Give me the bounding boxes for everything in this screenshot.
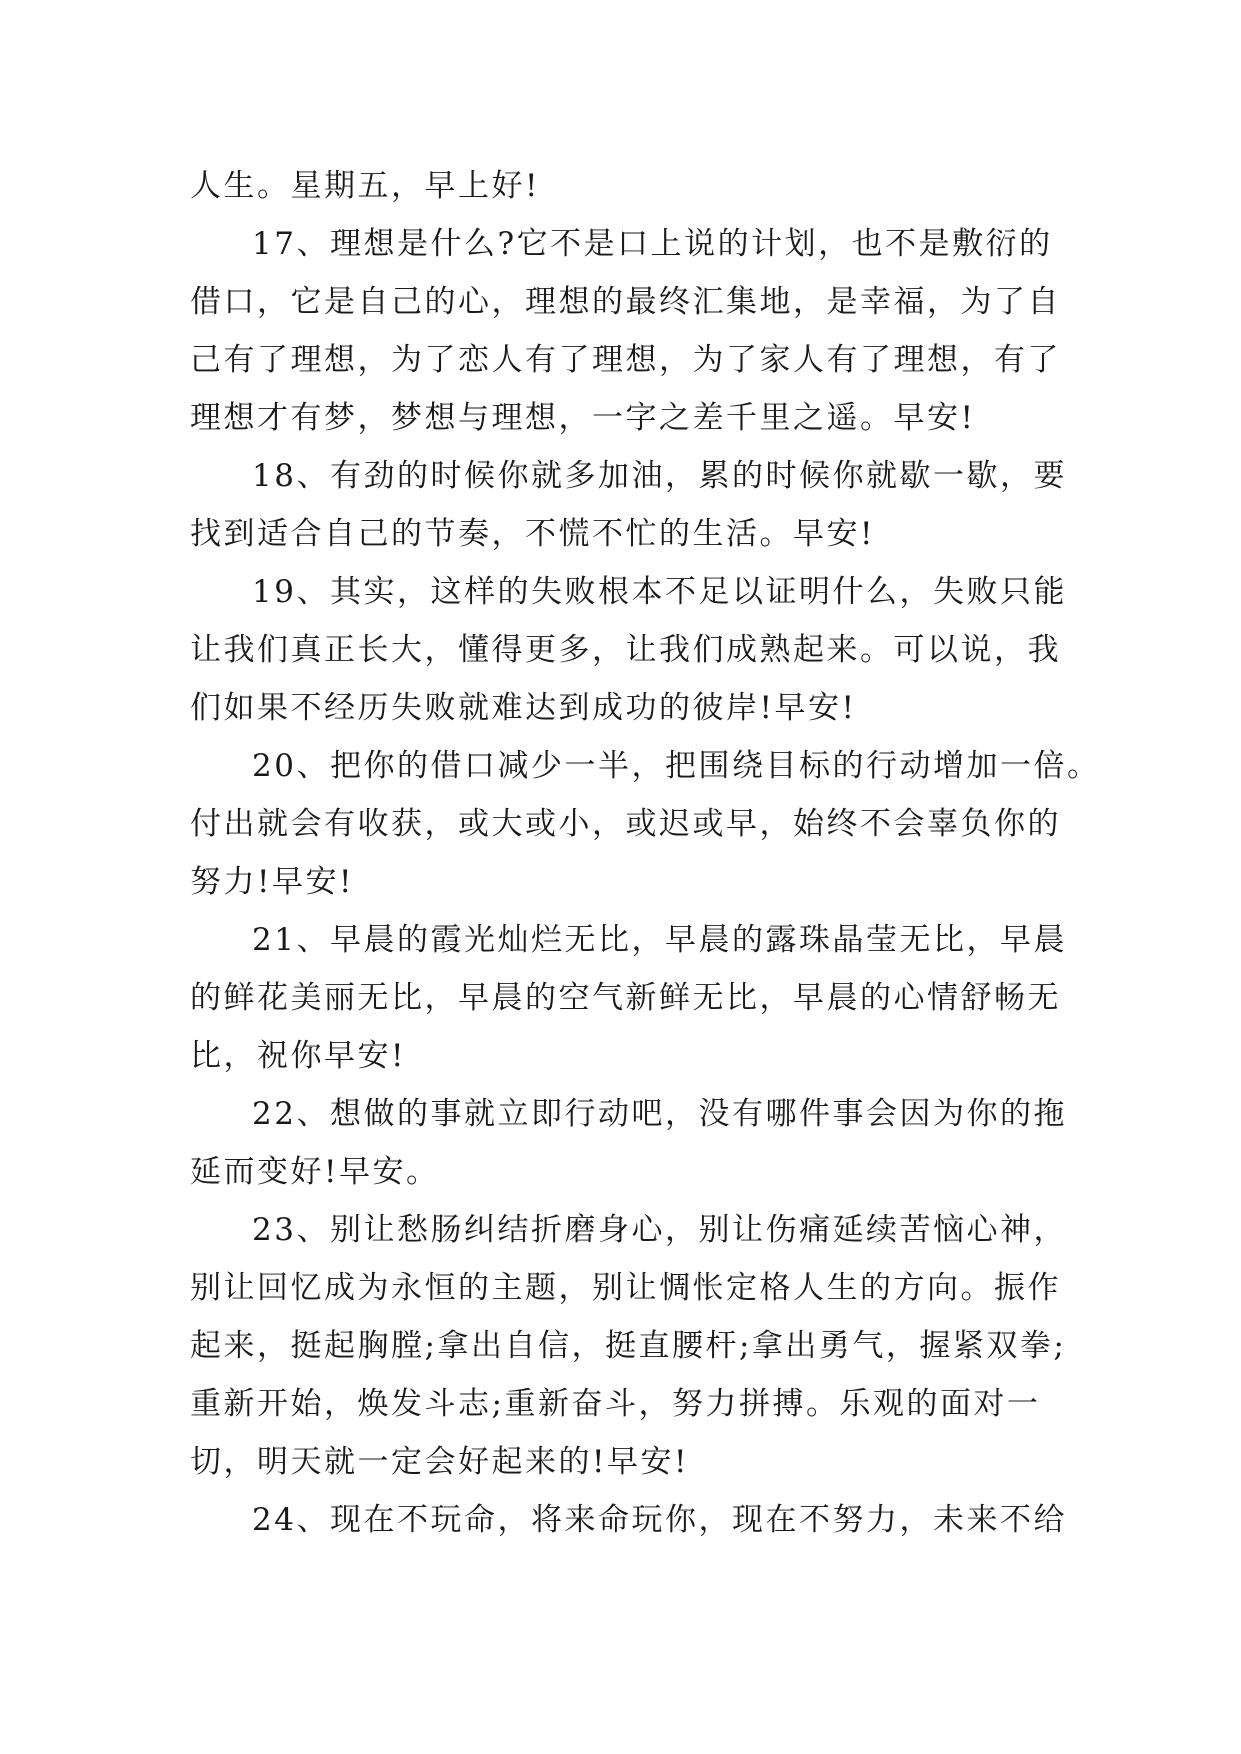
text-line-paragraph-20-start: 20、把你的借口减少一半，把围绕目标的行动增加一倍。: [252, 748, 1101, 784]
document-body: [190, 157, 1101, 1549]
text-line-paragraph-21-start: 21、早晨的霞光灿烂无比，早晨的露珠晶莹无比，早晨: [252, 922, 1067, 958]
text-line-paragraph-17-start: 17、理想是什么?它不是口上说的计划，也不是敷衍的: [252, 226, 1053, 262]
text-line: 己有了理想，为了恋人有了理想，为了家人有了理想，有了: [190, 342, 1061, 378]
text-line: 理想才有梦，梦想与理想，一字之差千里之遥。早安!: [190, 400, 976, 436]
text-line: 让我们真正长大，懂得更多，让我们成熟起来。可以说，我: [190, 632, 1061, 668]
text-line: 付出就会有收获，或大或小，或迟或早，始终不会辜负你的: [190, 806, 1061, 842]
text-line: 人生。星期五，早上好!: [190, 168, 540, 204]
text-line: 找到适合自己的节奏，不慌不忙的生活。早安!: [190, 516, 875, 552]
text-line: 们如果不经历失败就难达到成功的彼岸!早安!: [190, 690, 857, 726]
text-line: 借口，它是自己的心，理想的最终汇集地，是幸福，为了自: [190, 284, 1061, 320]
text-line-paragraph-22-start: 22、想做的事就立即行动吧，没有哪件事会因为你的拖: [252, 1096, 1067, 1132]
text-line-paragraph-24-start: 24、现在不玩命，将来命玩你，现在不努力，未来不给: [252, 1502, 1067, 1538]
text-line-paragraph-18-start: 18、有劲的时候你就多加油，累的时候你就歇一歇，要: [252, 458, 1067, 494]
text-line: 的鲜花美丽无比，早晨的空气新鲜无比，早晨的心情舒畅无: [190, 980, 1061, 1016]
text-line-paragraph-19-start: 19、其实，这样的失败根本不足以证明什么，失败只能: [252, 574, 1067, 610]
text-line-paragraph-23-start: 23、别让愁肠纠结折磨身心，别让伤痛延续苦恼心神，: [252, 1212, 1067, 1248]
text-line: 重新开始，焕发斗志;重新奋斗，努力拼搏。乐观的面对一: [190, 1386, 1041, 1422]
text-line: 比，祝你早安!: [190, 1038, 406, 1074]
text-line: 延而变好!早安。: [190, 1154, 440, 1190]
text-line: 努力!早安!: [190, 864, 354, 900]
text-line: 切，明天就一定会好起来的!早安!: [190, 1444, 689, 1480]
text-line: 别让回忆成为永恒的主题，别让惆怅定格人生的方向。振作: [190, 1270, 1061, 1306]
text-line: 起来，挺起胸膛;拿出自信，挺直腰杆;拿出勇气，握紧双拳;: [190, 1328, 1067, 1364]
